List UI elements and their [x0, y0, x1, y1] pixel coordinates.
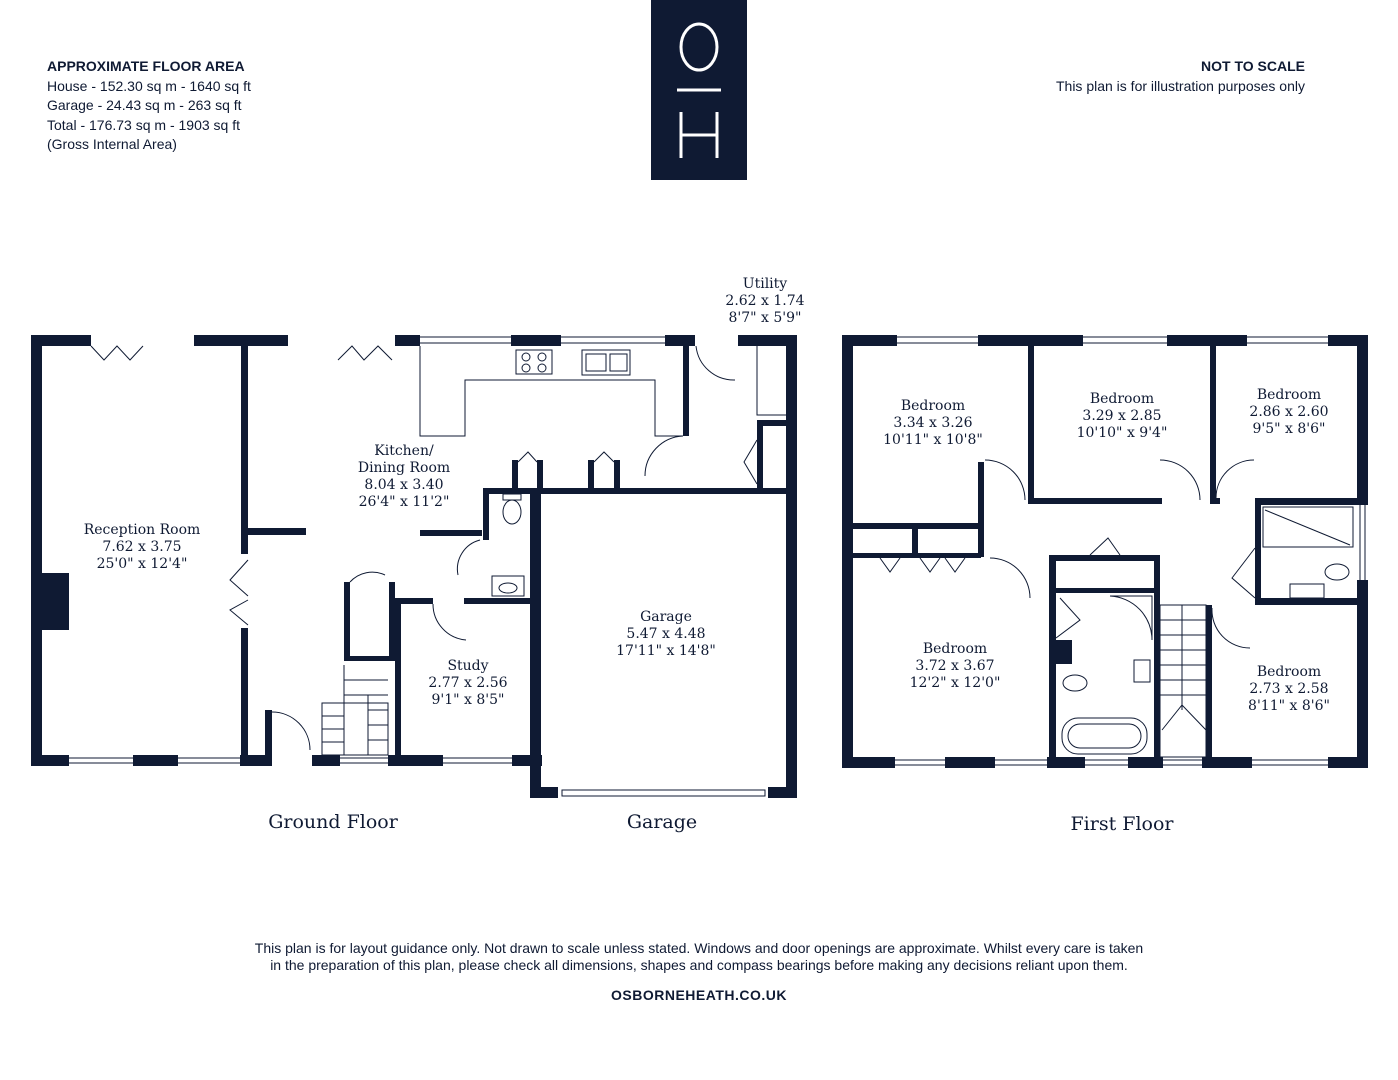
garage-area: Garage - 24.43 sq m - 263 sq ft: [47, 97, 242, 113]
study-name: Study: [447, 658, 489, 674]
kitchen-metric: 8.04 x 3.40: [364, 477, 444, 493]
total-area: Total - 176.73 sq m - 1903 sq ft: [47, 116, 240, 133]
bedroom-1-metric: 3.34 x 3.26: [893, 415, 973, 431]
study-imperial: 9'1" x 8'5": [431, 692, 505, 708]
utility-name: Utility: [742, 276, 788, 292]
bedroom-5-metric: 2.73 x 2.58: [1249, 681, 1329, 697]
disclaimer-line-2: in the preparation of this plan, please check all dimensions, shapes and compass bearings before making any decisions reliant upon them.: [270, 957, 1128, 973]
house-area: House - 152.30 sq m - 1640 sq ft: [47, 77, 251, 94]
bedroom-5-name: Bedroom: [1256, 664, 1322, 680]
bedroom-4-metric: 3.72 x 3.67: [915, 658, 995, 674]
bedroom-1-name: Bedroom: [900, 398, 966, 414]
illustration-note: This plan is for illustration purposes only: [1055, 77, 1305, 94]
utility-imperial: 8'7" x 5'9": [728, 310, 802, 326]
garage-floor-label: Garage: [626, 811, 698, 833]
website-url: OSBORNEHEATH.CO.UK: [611, 987, 787, 1003]
ground-floor-label: Ground Floor: [268, 811, 398, 833]
gia-note: (Gross Internal Area): [47, 136, 177, 152]
kitchen-imperial: 26'4" x 11'2": [358, 494, 450, 510]
bedroom-3-imperial: 9'5" x 8'6": [1252, 421, 1326, 437]
garage-metric: 5.47 x 4.48: [626, 626, 706, 642]
bedroom-4-imperial: 12'2" x 12'0": [909, 675, 1001, 691]
bedroom-2-imperial: 10'10" x 9'4": [1076, 425, 1168, 441]
study-metric: 2.77 x 2.56: [428, 675, 508, 691]
reception-room-name: Reception Room: [83, 522, 201, 538]
bedroom-3-metric: 2.86 x 2.60: [1249, 404, 1329, 420]
bedroom-4-name: Bedroom: [922, 641, 988, 657]
utility-metric: 2.62 x 1.74: [725, 293, 805, 309]
kitchen-name-line1: Kitchen/: [374, 443, 434, 459]
garage-imperial: 17'11" x 14'8": [616, 643, 716, 659]
disclaimer-line-1: This plan is for layout guidance only. Not drawn to scale unless stated. Windows and door openings are approximate. Whilst every care is taken: [254, 940, 1144, 956]
garage-name: Garage: [640, 609, 692, 625]
bedroom-3-name: Bedroom: [1256, 387, 1322, 403]
bedroom-2-name: Bedroom: [1089, 391, 1155, 407]
not-to-scale-heading: NOT TO SCALE: [1201, 58, 1305, 74]
first-floor-label: First Floor: [1070, 813, 1174, 835]
floor-area-heading: APPROXIMATE FLOOR AREA: [47, 58, 245, 74]
disclaimer: [0, 940, 1398, 974]
reception-room-metric: 7.62 x 3.75: [102, 539, 182, 555]
bedroom-5-imperial: 8'11" x 8'6": [1248, 698, 1330, 714]
bedroom-1-imperial: 10'11" x 10'8": [883, 432, 983, 448]
reception-room-imperial: 25'0" x 12'4": [96, 556, 188, 572]
bedroom-2-metric: 3.29 x 2.85: [1082, 408, 1162, 424]
kitchen-name-line2: Dining Room: [357, 460, 451, 476]
